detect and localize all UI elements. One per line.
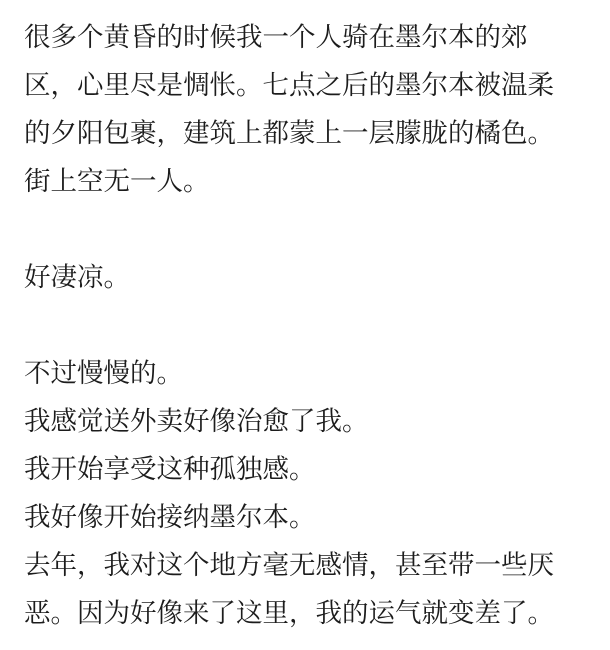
paragraph-2 [24, 254, 610, 302]
paragraph-spacer [24, 302, 610, 350]
paragraph-1 [24, 14, 610, 206]
paragraph-3 [24, 350, 610, 638]
text-line: 很多个黄昏的时候我一个人骑在墨尔本的郊 [24, 22, 528, 53]
text-line: 我开始享受这种孤独感。 [24, 454, 316, 485]
text-line: 区，心里尽是惆怅。七点之后的墨尔本被温柔 [24, 70, 554, 101]
text-line: 好凄凉。 [24, 262, 130, 293]
text-line: 去年，我对这个地方毫无感情，甚至带一些厌 [24, 550, 554, 581]
text-line: 的夕阳包裹，建筑上都蒙上一层朦胧的橘色。 [24, 118, 554, 149]
text-line: 我好像开始接纳墨尔本。 [24, 502, 316, 533]
text-line: 街上空无一人。 [24, 166, 210, 197]
text-line: 不过慢慢的。 [24, 358, 183, 389]
text-line: 恶。因为好像来了这里，我的运气就变差了。 [24, 598, 554, 629]
text-line: 我感觉送外卖好像治愈了我。 [24, 406, 369, 437]
paragraph-spacer [24, 206, 610, 254]
article-body [24, 14, 610, 638]
